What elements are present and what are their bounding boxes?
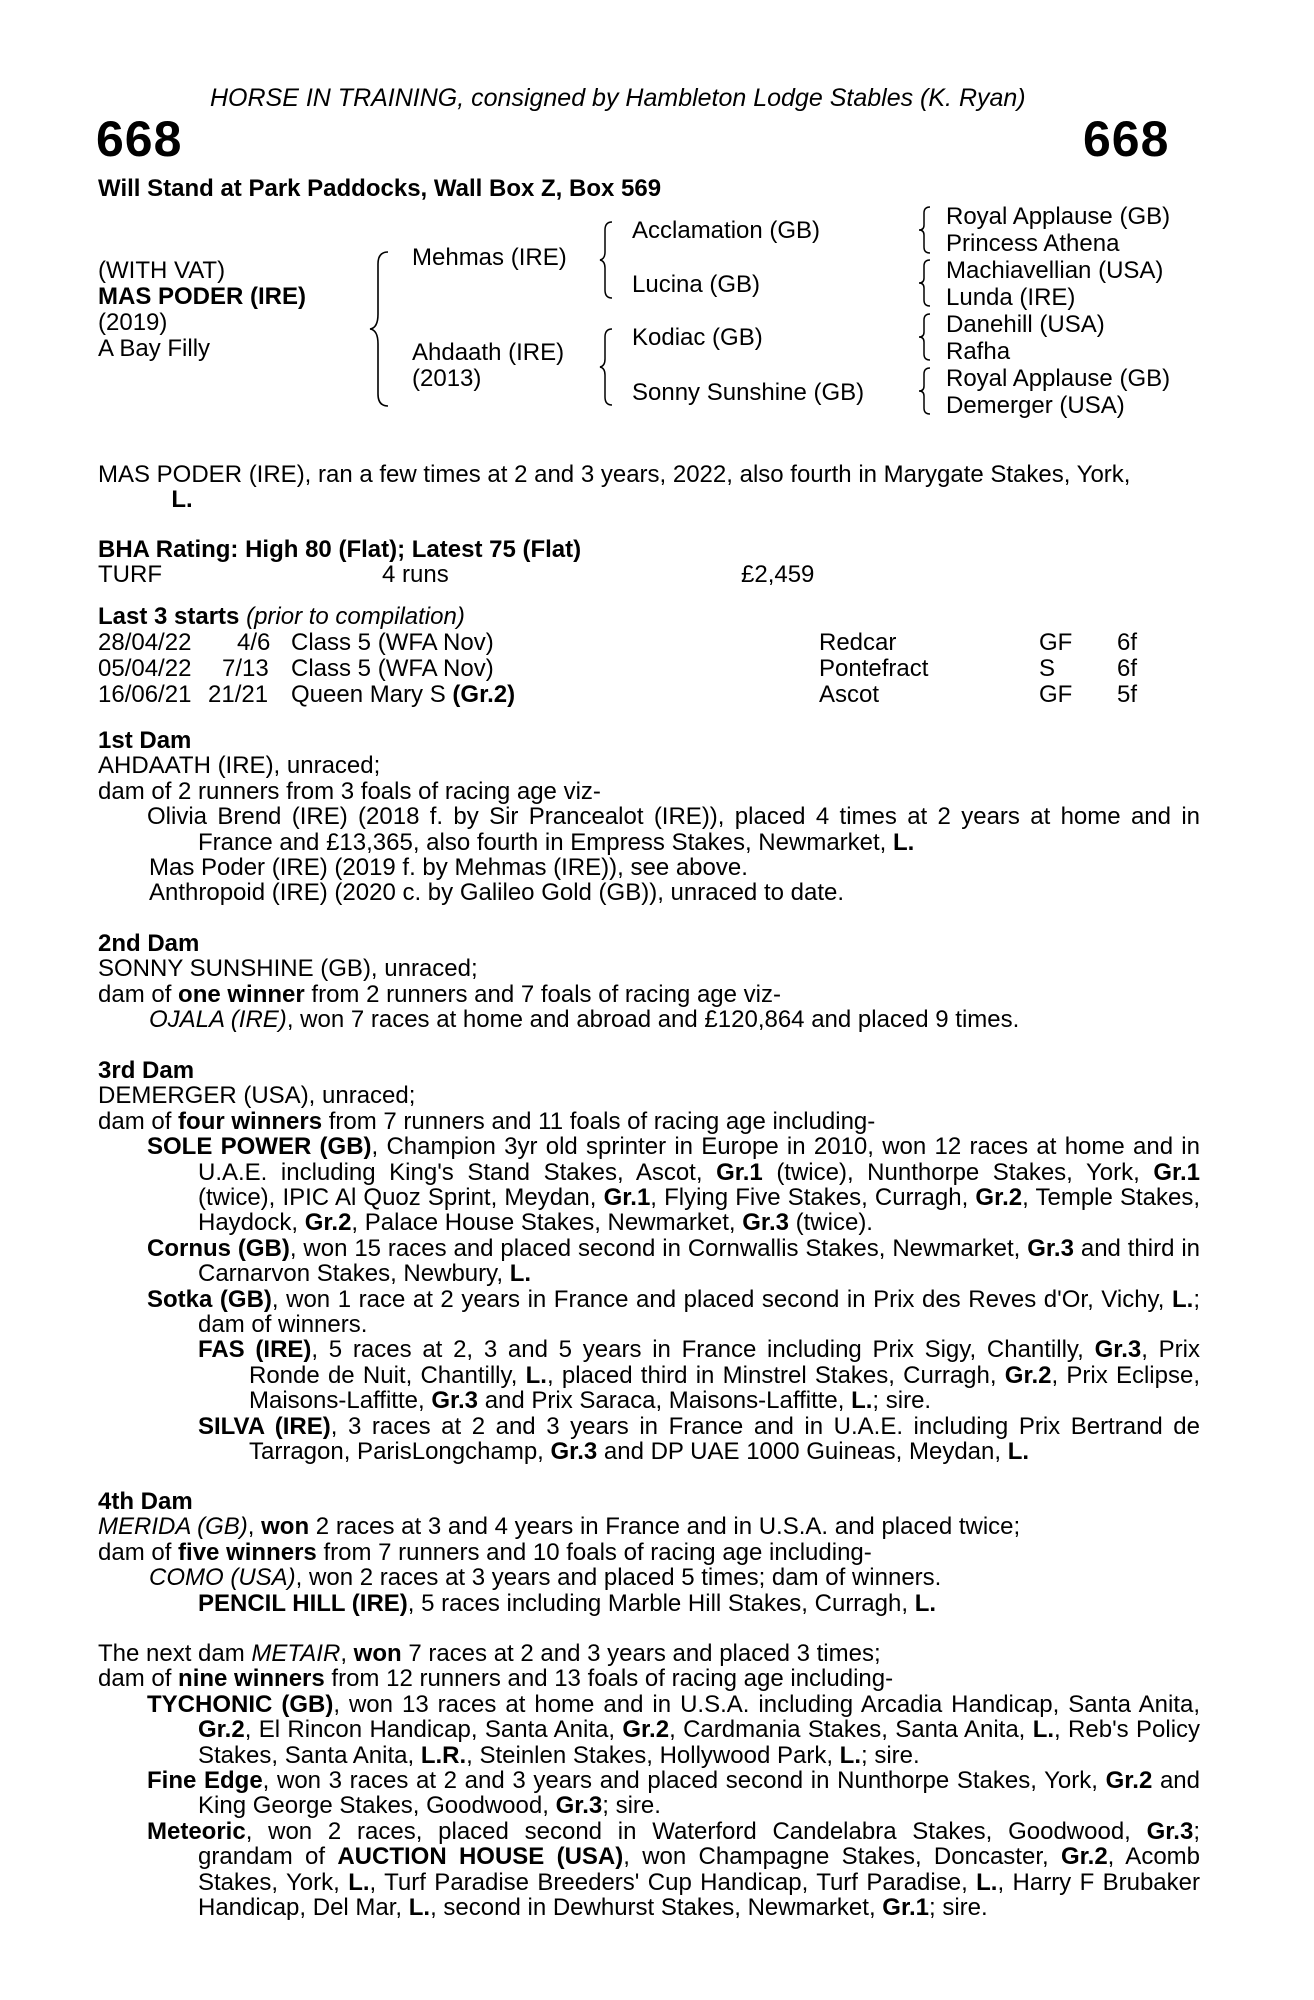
produce-entry: SILVA (IRE), 3 races at 2 and 3 years in France and in U.A.E. including Prix Bertrand de Tarragon, ParisLongchamp, Gr.3 and DP UAE 1000 Guineas, Meydan, L. bbox=[198, 1412, 1201, 1466]
grandsire-brace-1 bbox=[918, 205, 932, 255]
start-going: GF bbox=[1039, 681, 1073, 708]
start-course: Pontefract bbox=[819, 655, 929, 682]
bha-rating: BHA Rating: High 80 (Flat); Latest 75 (Flat) bbox=[98, 536, 582, 563]
produce-entry: Mas Poder (IRE) (2019 f. by Mehmas (IRE)), see above. bbox=[149, 854, 748, 882]
last-starts-note: (prior to compilation) bbox=[246, 603, 465, 630]
section-heading: 3rd Dam bbox=[98, 1057, 195, 1084]
sire-sire: Acclamation (GB) bbox=[632, 217, 821, 244]
section-heading: 4th Dam bbox=[98, 1488, 193, 1515]
start-date: 05/04/22 bbox=[98, 655, 192, 682]
start-race: Class 5 (WFA Nov) bbox=[291, 629, 494, 656]
dam-sire: Kodiac (GB) bbox=[632, 324, 763, 351]
section-heading: 2nd Dam bbox=[98, 930, 200, 957]
second-dam-section bbox=[98, 931, 1200, 1033]
dam-line: AHDAATH (IRE), unraced; bbox=[98, 752, 381, 780]
dam-produce-line: dam of 2 runners from 3 foals of racing age viz- bbox=[98, 777, 601, 805]
dam-name: Ahdaath (IRE) bbox=[412, 339, 565, 366]
produce-entry: FAS (IRE), 5 races at 2, 3 and 5 years in France including Prix Sigy, Chantilly, Gr.3, Prix Ronde de Nuit, Chantilly, L., placed third in Minstrel Stakes, Curragh, Gr.2, Prix Eclipse, Maisons-Laffitte, Gr.3 and Prix Saraca, Maisons-Laffitte, L.; sire. bbox=[198, 1336, 1201, 1415]
dam-produce-line: dam of four winners from 7 runners and 11 foals of racing age including- bbox=[98, 1107, 876, 1135]
race-summary bbox=[98, 462, 1200, 513]
start-distance: 6f bbox=[1117, 629, 1138, 656]
summary-text: MAS PODER (IRE), ran a few times at 2 and 3 years, 2022, also fourth in Marygate Stakes, York, bbox=[98, 461, 1131, 488]
lot-number-right: 668 bbox=[1083, 111, 1170, 167]
produce-entry: OJALA (IRE), won 7 races at home and abroad and £120,864 and placed 9 times. bbox=[149, 1006, 1020, 1034]
ancestor-1: Royal Applause (GB) bbox=[946, 203, 1171, 230]
start-date: 16/06/21 bbox=[98, 681, 192, 708]
start-position: 21/21 bbox=[208, 681, 269, 708]
produce-entry: COMO (USA), won 2 races at 3 years and placed 5 times; dam of winners. bbox=[149, 1564, 942, 1592]
ancestor-7: Royal Applause (GB) bbox=[946, 365, 1171, 392]
grandsire-brace-2 bbox=[918, 258, 932, 308]
produce-entry: TYCHONIC (GB), won 13 races at home and in U.S.A. including Arcadia Handicap, Santa Anita, Gr.2, El Rincon Handicap, Santa Anita, Gr.2, Cardmania Stakes, Santa Anita, L., Reb's Policy Stakes, Santa Anita, L.R., Steinlen Stakes, Hollywood Park, L.; sire. bbox=[147, 1690, 1201, 1769]
dam-line: The next dam METAIR, won 7 races at 2 and 3 years and placed 3 times; bbox=[98, 1640, 881, 1667]
produce-entry: SOLE POWER (GB), Champion 3yr old sprinter in Europe in 2010, won 12 races at home and in U.A.E. including King's Stand Stakes, Ascot, Gr.1 (twice), Nunthorpe Stakes, York, Gr.1 (twice), IPIC Al Quoz Sprint, Meydan, Gr.1, Flying Five Stakes, Curragh, Gr.2, Temple Stakes, Haydock, Gr.2, Palace House Stakes, Newmarket, Gr.3 (twice). bbox=[147, 1133, 1201, 1237]
grandsire-brace-3 bbox=[918, 312, 932, 362]
dam-line: SONNY SUNSHINE (GB), unraced; bbox=[98, 955, 478, 983]
start-position: 7/13 bbox=[222, 655, 269, 682]
start-race: Class 5 (WFA Nov) bbox=[291, 655, 494, 682]
sire-name: Mehmas (IRE) bbox=[412, 244, 567, 271]
horse-year: (2019) bbox=[98, 309, 168, 336]
horse-name: MAS PODER (IRE) bbox=[98, 283, 307, 310]
first-dam-section bbox=[98, 728, 1200, 906]
ancestor-4: Lunda (IRE) bbox=[946, 284, 1076, 311]
fourth-dam-section bbox=[98, 1489, 1200, 1616]
last-starts-title: Last 3 starts bbox=[98, 603, 240, 630]
start-race: Queen Mary S (Gr.2) bbox=[291, 681, 516, 708]
stand-location: Will Stand at Park Paddocks, Wall Box Z, Box 569 bbox=[98, 175, 662, 202]
produce-entry: Fine Edge, won 3 races at 2 and 3 years and placed second in Nunthorpe Stakes, York, Gr.2 and King George Stakes, Goodwood, Gr.3; sire. bbox=[147, 1767, 1200, 1820]
consignor-line: HORSE IN TRAINING, consigned by Hambleton Lodge Stables (K. Ryan) bbox=[210, 84, 1026, 112]
ancestor-6: Rafha bbox=[946, 338, 1011, 365]
produce-entry: Olivia Brend (IRE) (2018 f. by Sir Prancealot (IRE)), placed 4 times at 2 years at home and in France and £13,365, also fourth in Empress Stakes, Newmarket, L. bbox=[147, 803, 1200, 856]
summary-listed: L. bbox=[171, 486, 193, 514]
produce-entry: Sotka (GB), won 1 race at 2 years in France and placed second in Prix des Reves d'Or, Vichy, L.; dam of winners. bbox=[147, 1285, 1201, 1339]
pedigree-brace bbox=[372, 250, 392, 408]
produce-entry: Meteoric, won 2 races, placed second in Waterford Candelabra Stakes, Goodwood, Gr.3; grandam of AUCTION HOUSE (USA), won Champagne Stakes, Doncaster, Gr.2, Acomb Stakes, York, L., Turf Paradise Breeders' Cup Handicap, Turf Paradise, L., Harry F Brubaker Handicap, Del Mar, L., second in Dewhurst Stakes, Newmarket, Gr.1; sire. bbox=[147, 1817, 1201, 1922]
dam-line: MERIDA (GB), won 2 races at 3 and 4 years in France and in U.S.A. and placed twice; bbox=[98, 1513, 1021, 1541]
ancestor-8: Demerger (USA) bbox=[946, 392, 1125, 419]
last-starts-heading bbox=[98, 604, 465, 630]
surface-label: TURF bbox=[98, 561, 162, 588]
ancestor-2: Princess Athena bbox=[946, 230, 1120, 257]
dam-produce-line: dam of nine winners from 12 runners and 13 foals of racing age including- bbox=[98, 1665, 894, 1693]
sire-brace bbox=[600, 220, 616, 300]
start-distance: 5f bbox=[1117, 681, 1138, 708]
horse-sex: A Bay Filly bbox=[98, 335, 211, 362]
next-dam-section bbox=[98, 1641, 1200, 1920]
dam-dam: Sonny Sunshine (GB) bbox=[632, 379, 865, 406]
produce-entry: Cornus (GB), won 15 races and placed second in Cornwallis Stakes, Newmarket, Gr.3 and third in Carnarvon Stakes, Newbury, L. bbox=[147, 1234, 1201, 1288]
dam-brace bbox=[600, 327, 616, 407]
sire-dam: Lucina (GB) bbox=[632, 271, 761, 298]
start-date: 28/04/22 bbox=[98, 629, 192, 656]
produce-entry: PENCIL HILL (IRE), 5 races including Marble Hill Stakes, Curragh, L. bbox=[198, 1589, 937, 1617]
grandsire-brace-4 bbox=[918, 366, 932, 416]
ancestor-3: Machiavellian (USA) bbox=[946, 257, 1164, 284]
start-course: Ascot bbox=[819, 681, 880, 708]
lot-number-left: 668 bbox=[96, 111, 183, 167]
start-going: S bbox=[1039, 655, 1056, 682]
vat-status: (WITH VAT) bbox=[98, 257, 226, 284]
total-earnings: £2,459 bbox=[741, 561, 815, 588]
runs-count: 4 runs bbox=[382, 561, 449, 588]
start-position: 4/6 bbox=[237, 629, 271, 656]
produce-entry: Anthropoid (IRE) (2020 c. by Galileo Gold (GB)), unraced to date. bbox=[149, 879, 845, 907]
dam-produce-line: dam of one winner from 2 runners and 7 foals of racing age viz- bbox=[98, 980, 781, 1008]
ancestor-5: Danehill (USA) bbox=[946, 311, 1105, 338]
dam-line: DEMERGER (USA), unraced; bbox=[98, 1082, 416, 1110]
start-course: Redcar bbox=[819, 629, 897, 656]
third-dam-section bbox=[98, 1058, 1200, 1465]
start-distance: 6f bbox=[1117, 655, 1138, 682]
start-going: GF bbox=[1039, 629, 1073, 656]
section-heading: 1st Dam bbox=[98, 727, 192, 754]
dam-produce-line: dam of five winners from 7 runners and 10 foals of racing age including- bbox=[98, 1538, 872, 1566]
dam-year: (2013) bbox=[412, 365, 482, 392]
